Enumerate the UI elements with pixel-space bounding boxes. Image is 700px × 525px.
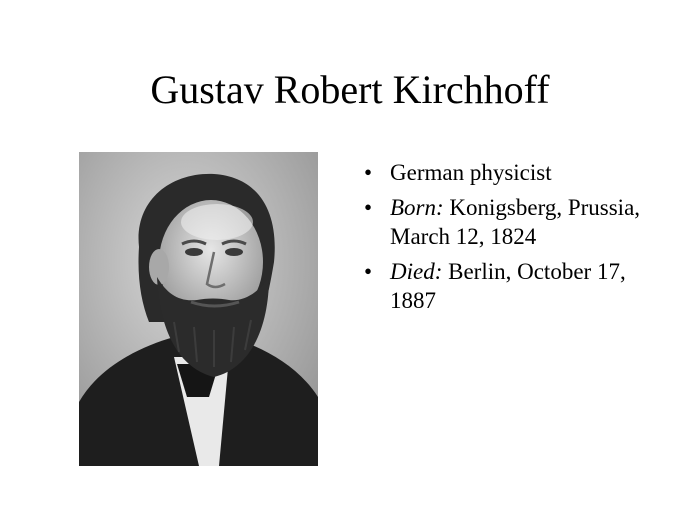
bullet-text: Berlin, October 17, 1887 — [390, 259, 626, 313]
bullet-item — [360, 158, 660, 187]
bullet-label: Born: — [390, 195, 444, 220]
portrait-photo — [79, 152, 318, 466]
bullet-marker: • — [364, 195, 373, 220]
slide-title: Gustav Robert Kirchhoff — [150, 67, 550, 112]
bullet-marker: • — [364, 160, 373, 185]
bullet-text: Konigsberg, Prussia, March 12, 1824 — [390, 195, 641, 249]
portrait-illustration — [79, 152, 318, 466]
bullet-list — [360, 158, 660, 321]
bullet-item — [360, 193, 660, 251]
bullet-marker: • — [364, 259, 373, 284]
bullet-label: Died: — [390, 259, 443, 284]
bullet-item — [360, 257, 660, 315]
bullet-text: German physicist — [390, 160, 552, 185]
